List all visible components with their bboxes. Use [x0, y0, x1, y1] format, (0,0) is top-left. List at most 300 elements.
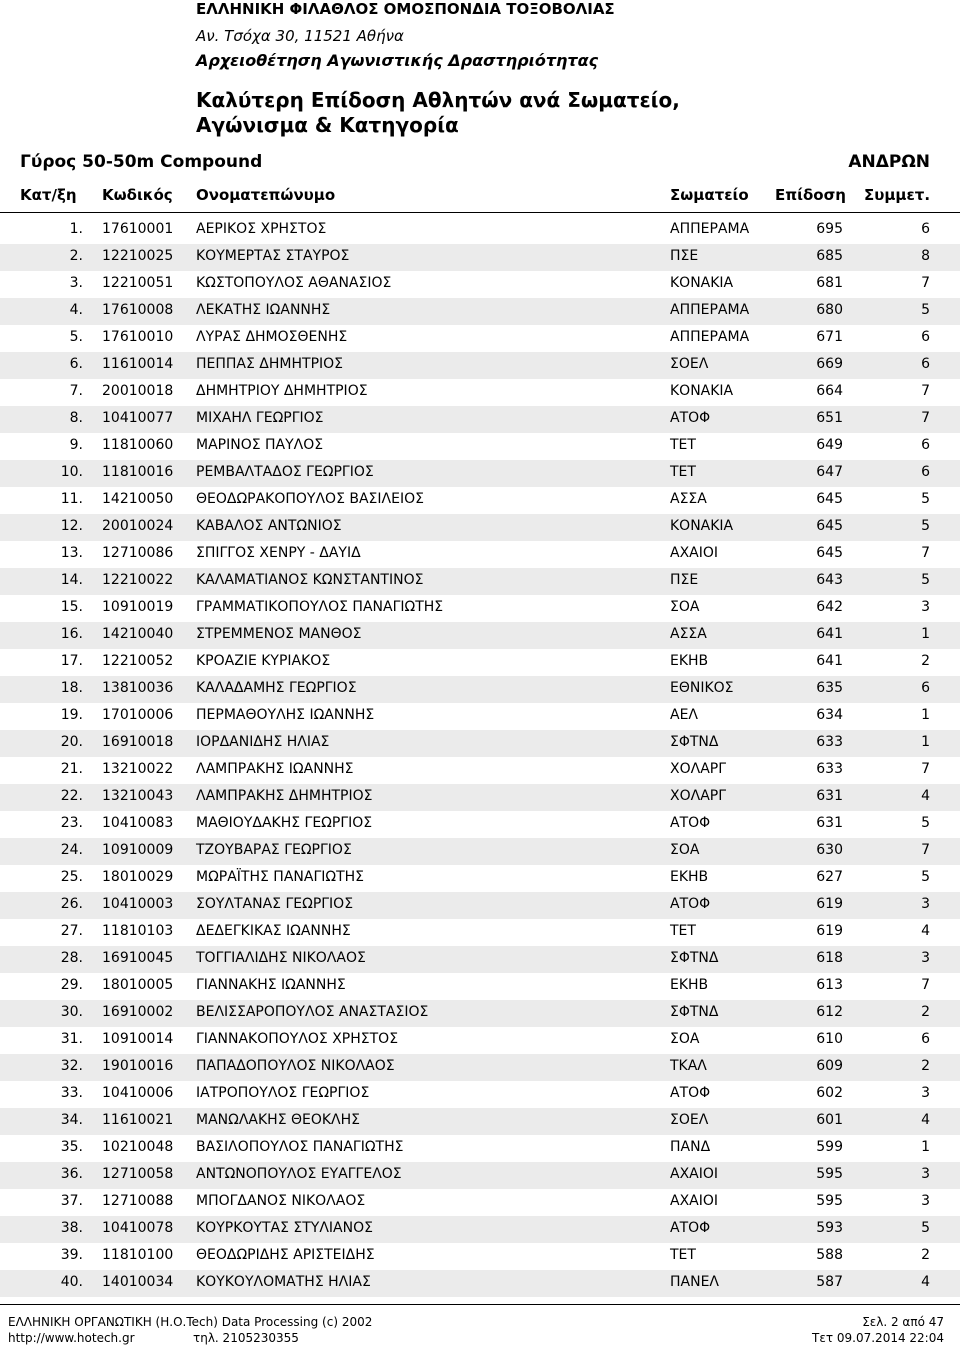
cell-name: ΘΕΟΔΩΡΑΚΟΠΟΥΛΟΣ ΒΑΣΙΛΕΙΟΣ [196, 491, 424, 507]
table-row [0, 1189, 960, 1216]
cell-rank: 35. [60, 1139, 83, 1155]
cell-rank: 9. [69, 437, 83, 453]
column-header-club: Σωματείο [670, 186, 749, 204]
table-row [0, 1216, 960, 1243]
cell-name: ΛΕΚΑΤΗΣ ΙΩΑΝΝΗΣ [196, 302, 331, 318]
table-row [0, 406, 960, 433]
cell-club: ΣΟΕΛ [670, 1112, 709, 1128]
cell-code: 12210051 [102, 275, 174, 291]
cell-club: ΣΦΤΝΔ [670, 734, 719, 750]
cell-score: 635 [816, 680, 843, 696]
cell-name: ΛΑΜΠΡΑΚΗΣ ΔΗΜΗΤΡΙΟΣ [196, 788, 373, 804]
cell-score: 599 [816, 1139, 843, 1155]
cell-name: ΤΖΟΥΒΑΡΑΣ ΓΕΩΡΓΙΟΣ [196, 842, 352, 858]
cell-rank: 26. [60, 896, 83, 912]
cell-name: ΛΑΜΠΡΑΚΗΣ ΙΩΑΝΝΗΣ [196, 761, 354, 777]
cell-rank: 31. [60, 1031, 83, 1047]
cell-club: ΑΤΟΦ [670, 410, 711, 426]
cell-club: ΠΑΝΔ [670, 1139, 711, 1155]
table-row [0, 298, 960, 325]
cell-club: ΑΧΑΙΟΙ [670, 545, 719, 561]
cell-score: 642 [816, 599, 843, 615]
cell-code: 11810100 [102, 1247, 174, 1263]
table-row [0, 460, 960, 487]
cell-club: ΣΟΕΛ [670, 356, 709, 372]
cell-rank: 34. [60, 1112, 83, 1128]
cell-name: ΚΑΛΑΜΑΤΙΑΝΟΣ ΚΩΝΣΤΑΝΤΙΝΟΣ [196, 572, 424, 588]
cell-rank: 32. [60, 1058, 83, 1074]
cell-score: 609 [816, 1058, 843, 1074]
cell-x: 6 [921, 221, 930, 237]
cell-x: 4 [921, 1112, 930, 1128]
cell-code: 10910019 [102, 599, 174, 615]
cell-rank: 27. [60, 923, 83, 939]
cell-x: 4 [921, 1274, 930, 1290]
table-row [0, 1000, 960, 1027]
table-row [0, 433, 960, 460]
cell-code: 10910014 [102, 1031, 174, 1047]
cell-name: ΤΟΓΓΙΑΛΙΔΗΣ ΝΙΚΟΛΑΟΣ [196, 950, 366, 966]
cell-score: 588 [816, 1247, 843, 1263]
cell-x: 5 [921, 491, 930, 507]
table-row [0, 757, 960, 784]
cell-rank: 37. [60, 1193, 83, 1209]
cell-name: ΛΥΡΑΣ ΔΗΜΟΣΘΕΝΗΣ [196, 329, 348, 345]
column-header-rank: Κατ/ξη [20, 186, 77, 204]
footer-url: http://www.hotech.gr [8, 1331, 135, 1345]
cell-rank: 1. [69, 221, 83, 237]
report-title-line2: Αγώνισμα & Κατηγορία [196, 113, 459, 137]
cell-rank: 28. [60, 950, 83, 966]
cell-name: ΚΡΟΑΖΙΕ ΚΥΡΙΑΚΟΣ [196, 653, 331, 669]
cell-code: 19010016 [102, 1058, 174, 1074]
cell-x: 6 [921, 356, 930, 372]
cell-rank: 39. [60, 1247, 83, 1263]
table-row [0, 1162, 960, 1189]
gender-label: ΑΝΔΡΩΝ [848, 152, 930, 172]
cell-x: 7 [921, 410, 930, 426]
cell-name: ΓΙΑΝΝΑΚΗΣ ΙΩΑΝΝΗΣ [196, 977, 346, 993]
cell-rank: 19. [60, 707, 83, 723]
cell-club: ΤΕΤ [670, 923, 696, 939]
cell-rank: 3. [69, 275, 83, 291]
cell-club: ΑΣΣΑ [670, 491, 707, 507]
cell-x: 2 [921, 1247, 930, 1263]
cell-club: ΑΤΟΦ [670, 815, 711, 831]
cell-club: ΚΟΝΑΚΙΑ [670, 518, 734, 534]
cell-code: 11610021 [102, 1112, 174, 1128]
print-date: Τετ 09.07.2014 22:04 [812, 1331, 944, 1345]
cell-rank: 30. [60, 1004, 83, 1020]
cell-name: ΠΕΠΠΑΣ ΔΗΜΗΤΡΙΟΣ [196, 356, 343, 372]
cell-name: ΣΤΡΕΜΜΕΝΟΣ ΜΑΝΘΟΣ [196, 626, 362, 642]
cell-code: 11610014 [102, 356, 174, 372]
table-row [0, 514, 960, 541]
cell-score: 645 [816, 491, 843, 507]
cell-rank: 4. [69, 302, 83, 318]
cell-code: 18010029 [102, 869, 174, 885]
cell-code: 20010018 [102, 383, 174, 399]
cell-club: ΠΑΝΕΛ [670, 1274, 719, 1290]
cell-code: 13210022 [102, 761, 174, 777]
cell-score: 612 [816, 1004, 843, 1020]
cell-code: 11810103 [102, 923, 174, 939]
cell-x: 7 [921, 383, 930, 399]
cell-score: 671 [816, 329, 843, 345]
cell-x: 5 [921, 302, 930, 318]
cell-score: 618 [816, 950, 843, 966]
cell-rank: 21. [60, 761, 83, 777]
cell-score: 695 [816, 221, 843, 237]
table-row [0, 487, 960, 514]
table-row [0, 244, 960, 271]
cell-score: 613 [816, 977, 843, 993]
header-subtitle: Αρχειοθέτηση Αγωνιστικής Δραστηριότητας [196, 51, 599, 70]
cell-score: 593 [816, 1220, 843, 1236]
cell-rank: 10. [60, 464, 83, 480]
cell-name: ΜΩΡΑΪΤΗΣ ΠΑΝΑΓΙΩΤΗΣ [196, 869, 365, 885]
table-row [0, 811, 960, 838]
table-row [0, 730, 960, 757]
cell-x: 2 [921, 1058, 930, 1074]
cell-name: ΔΗΜΗΤΡΙΟΥ ΔΗΜΗΤΡΙΟΣ [196, 383, 368, 399]
cell-x: 3 [921, 950, 930, 966]
cell-score: 631 [816, 788, 843, 804]
cell-x: 1 [921, 1139, 930, 1155]
cell-x: 3 [921, 896, 930, 912]
cell-code: 10410077 [102, 410, 174, 426]
cell-name: ΑΝΤΩΝΟΠΟΥΛΟΣ ΕΥΑΓΓΕΛΟΣ [196, 1166, 402, 1182]
cell-score: 685 [816, 248, 843, 264]
cell-score: 601 [816, 1112, 843, 1128]
cell-code: 12210025 [102, 248, 174, 264]
cell-name: ΒΕΛΙΣΣΑΡΟΠΟΥΛΟΣ ΑΝΑΣΤΑΣΙΟΣ [196, 1004, 429, 1020]
cell-name: ΜΑΘΙΟΥΔΑΚΗΣ ΓΕΩΡΓΙΟΣ [196, 815, 373, 831]
cell-name: ΣΠΙΓΓΟΣ ΧΕΝΡΥ - ΔΑΥΙΔ [196, 545, 361, 561]
cell-name: ΜΠΟΓΔΑΝΟΣ ΝΙΚΟΛΑΟΣ [196, 1193, 366, 1209]
table-row [0, 1081, 960, 1108]
cell-club: ΑΤΟΦ [670, 896, 711, 912]
cell-score: 643 [816, 572, 843, 588]
cell-x: 8 [921, 248, 930, 264]
column-header-score: Επίδοση [775, 186, 846, 204]
cell-name: ΚΑΒΑΛΟΣ ΑΝΤΩΝΙΟΣ [196, 518, 342, 534]
cell-code: 17610010 [102, 329, 174, 345]
footer-rule [0, 1304, 960, 1305]
cell-club: ΠΣΕ [670, 248, 699, 264]
cell-x: 3 [921, 599, 930, 615]
header-org: ΕΛΛΗΝΙΚΗ ΦΙΛΑΘΛΟΣ ΟΜΟΣΠΟΝΔΙΑ ΤΟΞΟΒΟΛΙΑΣ [196, 0, 615, 18]
table-row [0, 568, 960, 595]
table-row [0, 1108, 960, 1135]
table-row [0, 595, 960, 622]
cell-code: 14010034 [102, 1274, 174, 1290]
cell-name: ΜΙΧΑΗΛ ΓΕΩΡΓΙΟΣ [196, 410, 324, 426]
table-row [0, 865, 960, 892]
cell-x: 6 [921, 437, 930, 453]
cell-x: 2 [921, 1004, 930, 1020]
cell-name: ΚΑΛΑΔΑΜΗΣ ΓΕΩΡΓΙΟΣ [196, 680, 357, 696]
table-row [0, 541, 960, 568]
column-header-name: Ονοματεπώνυμο [196, 186, 336, 204]
cell-name: ΠΑΠΑΔΟΠΟΥΛΟΣ ΝΙΚΟΛΑΟΣ [196, 1058, 395, 1074]
cell-rank: 18. [60, 680, 83, 696]
cell-x: 5 [921, 869, 930, 885]
cell-code: 16910018 [102, 734, 174, 750]
page-number: Σελ. 2 από 47 [862, 1315, 944, 1329]
cell-rank: 15. [60, 599, 83, 615]
cell-club: ΣΟΑ [670, 842, 700, 858]
cell-rank: 17. [60, 653, 83, 669]
cell-name: ΚΩΣΤΟΠΟΥΛΟΣ ΑΘΑΝΑΣΙΟΣ [196, 275, 392, 291]
cell-code: 10410083 [102, 815, 174, 831]
cell-rank: 16. [60, 626, 83, 642]
cell-club: ΑΤΟΦ [670, 1220, 711, 1236]
cell-score: 681 [816, 275, 843, 291]
cell-name: ΓΙΑΝΝΑΚΟΠΟΥΛΟΣ ΧΡΗΣΤΟΣ [196, 1031, 399, 1047]
cell-code: 11810060 [102, 437, 174, 453]
cell-score: 610 [816, 1031, 843, 1047]
cell-code: 12710086 [102, 545, 174, 561]
table-row [0, 703, 960, 730]
cell-x: 4 [921, 923, 930, 939]
table-row [0, 1135, 960, 1162]
footer-phone: τηλ. 2105230355 [193, 1331, 299, 1345]
column-header-code: Κωδικός [102, 186, 173, 204]
cell-rank: 7. [69, 383, 83, 399]
cell-x: 5 [921, 572, 930, 588]
table-row [0, 1027, 960, 1054]
cell-code: 10410078 [102, 1220, 174, 1236]
cell-name: ΚΟΥΡΚΟΥΤΑΣ ΣΤΥΛΙΑΝΟΣ [196, 1220, 373, 1236]
cell-rank: 38. [60, 1220, 83, 1236]
cell-name: ΙΑΤΡΟΠΟΥΛΟΣ ΓΕΩΡΓΙΟΣ [196, 1085, 370, 1101]
table-row [0, 676, 960, 703]
cell-code: 12210022 [102, 572, 174, 588]
table-row [0, 649, 960, 676]
cell-score: 595 [816, 1193, 843, 1209]
cell-rank: 13. [60, 545, 83, 561]
table-row [0, 838, 960, 865]
cell-code: 10210048 [102, 1139, 174, 1155]
cell-x: 4 [921, 788, 930, 804]
cell-x: 5 [921, 815, 930, 831]
cell-score: 651 [816, 410, 843, 426]
cell-x: 7 [921, 761, 930, 777]
cell-rank: 12. [60, 518, 83, 534]
cell-score: 641 [816, 626, 843, 642]
cell-club: ΕΘΝΙΚΟΣ [670, 680, 734, 696]
cell-code: 10910009 [102, 842, 174, 858]
cell-club: ΕΚΗΒ [670, 869, 709, 885]
cell-x: 3 [921, 1085, 930, 1101]
cell-club: ΑΕΛ [670, 707, 698, 723]
cell-code: 17610008 [102, 302, 174, 318]
table-row [0, 784, 960, 811]
cell-score: 619 [816, 923, 843, 939]
cell-score: 669 [816, 356, 843, 372]
cell-score: 595 [816, 1166, 843, 1182]
table-row [0, 379, 960, 406]
table-row [0, 1243, 960, 1270]
cell-code: 10410006 [102, 1085, 174, 1101]
cell-name: ΠΕΡΜΑΘΟΥΛΗΣ ΙΩΑΝΝΗΣ [196, 707, 375, 723]
cell-x: 2 [921, 653, 930, 669]
cell-code: 12710058 [102, 1166, 174, 1182]
cell-score: 627 [816, 869, 843, 885]
cell-x: 3 [921, 1166, 930, 1182]
cell-club: ΑΣΣΑ [670, 626, 707, 642]
cell-club: ΤΕΤ [670, 437, 696, 453]
cell-x: 6 [921, 329, 930, 345]
cell-club: ΑΠΠΕΡΑΜΑ [670, 302, 750, 318]
cell-x: 6 [921, 1031, 930, 1047]
cell-club: ΧΟΛΑΡΓ [670, 761, 727, 777]
cell-rank: 33. [60, 1085, 83, 1101]
table-row [0, 946, 960, 973]
cell-name: ΜΑΡΙΝΟΣ ΠΑΥΛΟΣ [196, 437, 324, 453]
cell-name: ΚΟΥΚΟΥΛΟΜΑΤΗΣ ΗΛΙΑΣ [196, 1274, 371, 1290]
cell-score: 633 [816, 734, 843, 750]
cell-x: 1 [921, 626, 930, 642]
cell-club: ΑΧΑΙΟΙ [670, 1166, 719, 1182]
cell-x: 7 [921, 842, 930, 858]
cell-x: 6 [921, 464, 930, 480]
cell-rank: 8. [69, 410, 83, 426]
cell-club: ΕΚΗΒ [670, 977, 709, 993]
cell-club: ΣΟΑ [670, 1031, 700, 1047]
cell-score: 602 [816, 1085, 843, 1101]
cell-code: 14210040 [102, 626, 174, 642]
cell-x: 1 [921, 734, 930, 750]
cell-code: 13810036 [102, 680, 174, 696]
cell-code: 11810016 [102, 464, 174, 480]
table-row [0, 919, 960, 946]
cell-club: ΣΦΤΝΔ [670, 1004, 719, 1020]
report-title-line1: Καλύτερη Επίδοση Αθλητών ανά Σωματείο, [196, 88, 680, 112]
table-row [0, 1054, 960, 1081]
cell-club: ΑΠΠΕΡΑΜΑ [670, 221, 750, 237]
cell-rank: 25. [60, 869, 83, 885]
cell-rank: 23. [60, 815, 83, 831]
cell-score: 619 [816, 896, 843, 912]
cell-name: ΘΕΟΔΩΡΙΔΗΣ ΑΡΙΣΤΕΙΔΗΣ [196, 1247, 375, 1263]
cell-rank: 36. [60, 1166, 83, 1182]
cell-rank: 6. [69, 356, 83, 372]
cell-rank: 20. [60, 734, 83, 750]
cell-code: 16910045 [102, 950, 174, 966]
cell-club: ΕΚΗΒ [670, 653, 709, 669]
table-row [0, 217, 960, 244]
cell-code: 14210050 [102, 491, 174, 507]
cell-code: 17010006 [102, 707, 174, 723]
cell-score: 587 [816, 1274, 843, 1290]
cell-x: 5 [921, 1220, 930, 1236]
cell-name: ΜΑΝΩΛΑΚΗΣ ΘΕΟΚΛΗΣ [196, 1112, 361, 1128]
column-header-participations: Συμμετ. [864, 186, 931, 204]
cell-x: 3 [921, 1193, 930, 1209]
cell-code: 16910002 [102, 1004, 174, 1020]
cell-code: 13210043 [102, 788, 174, 804]
cell-club: ΤΕΤ [670, 464, 696, 480]
cell-score: 634 [816, 707, 843, 723]
cell-rank: 22. [60, 788, 83, 804]
cell-code: 20010024 [102, 518, 174, 534]
cell-name: ΓΡΑΜΜΑΤΙΚΟΠΟΥΛΟΣ ΠΑΝΑΓΙΩΤΗΣ [196, 599, 444, 615]
cell-score: 647 [816, 464, 843, 480]
cell-score: 641 [816, 653, 843, 669]
cell-score: 649 [816, 437, 843, 453]
cell-code: 18010005 [102, 977, 174, 993]
cell-score: 645 [816, 518, 843, 534]
cell-rank: 24. [60, 842, 83, 858]
cell-code: 17610001 [102, 221, 174, 237]
cell-x: 1 [921, 707, 930, 723]
cell-score: 631 [816, 815, 843, 831]
footer-company: ΕΛΛΗΝΙΚΗ ΟΡΓΑΝΩΤΙΚΗ (Η.Ο.Tech) Data Processing (c) 2002 [8, 1315, 373, 1329]
cell-rank: 2. [69, 248, 83, 264]
cell-club: ΑΠΠΕΡΑΜΑ [670, 329, 750, 345]
cell-name: ΑΕΡΙΚΟΣ ΧΡΗΣΤΟΣ [196, 221, 327, 237]
cell-rank: 11. [60, 491, 83, 507]
cell-rank: 14. [60, 572, 83, 588]
cell-club: ΤΕΤ [670, 1247, 696, 1263]
cell-rank: 40. [60, 1274, 83, 1290]
table-row [0, 352, 960, 379]
cell-club: ΑΤΟΦ [670, 1085, 711, 1101]
cell-score: 633 [816, 761, 843, 777]
cell-name: ΣΟΥΛΤΑΝΑΣ ΓΕΩΡΓΙΟΣ [196, 896, 354, 912]
cell-x: 7 [921, 977, 930, 993]
cell-name: ΚΟΥΜΕΡΤΑΣ ΣΤΑΥΡΟΣ [196, 248, 350, 264]
cell-club: ΧΟΛΑΡΓ [670, 788, 727, 804]
cell-club: ΑΧΑΙΟΙ [670, 1193, 719, 1209]
cell-x: 7 [921, 275, 930, 291]
cell-club: ΤΚΑΛ [670, 1058, 707, 1074]
cell-score: 645 [816, 545, 843, 561]
cell-rank: 5. [69, 329, 83, 345]
cell-code: 12710088 [102, 1193, 174, 1209]
table-row [0, 973, 960, 1000]
cell-score: 680 [816, 302, 843, 318]
cell-x: 5 [921, 518, 930, 534]
cell-code: 12210052 [102, 653, 174, 669]
table-row [0, 622, 960, 649]
cell-name: ΡΕΜΒΑΛΤΑΔΟΣ ΓΕΩΡΓΙΟΣ [196, 464, 374, 480]
cell-club: ΠΣΕ [670, 572, 699, 588]
cell-club: ΣΟΑ [670, 599, 700, 615]
header-address: Αν. Τσόχα 30, 11521 Αθήνα [196, 27, 404, 45]
table-row [0, 1270, 960, 1297]
round-label: Γύρος 50-50m Compound [20, 152, 263, 172]
header-rule [0, 212, 960, 213]
cell-club: ΚΟΝΑΚΙΑ [670, 275, 734, 291]
cell-name: ΔΕΔΕΓΚΙΚΑΣ ΙΩΑΝΝΗΣ [196, 923, 351, 939]
cell-code: 10410003 [102, 896, 174, 912]
cell-x: 6 [921, 680, 930, 696]
cell-name: ΒΑΣΙΛΟΠΟΥΛΟΣ ΠΑΝΑΓΙΩΤΗΣ [196, 1139, 404, 1155]
cell-club: ΚΟΝΑΚΙΑ [670, 383, 734, 399]
cell-score: 630 [816, 842, 843, 858]
cell-rank: 29. [60, 977, 83, 993]
cell-x: 7 [921, 545, 930, 561]
table-row [0, 271, 960, 298]
cell-club: ΣΦΤΝΔ [670, 950, 719, 966]
table-row [0, 892, 960, 919]
cell-score: 664 [816, 383, 843, 399]
cell-name: ΙΟΡΔΑΝΙΔΗΣ ΗΛΙΑΣ [196, 734, 330, 750]
table-row [0, 325, 960, 352]
